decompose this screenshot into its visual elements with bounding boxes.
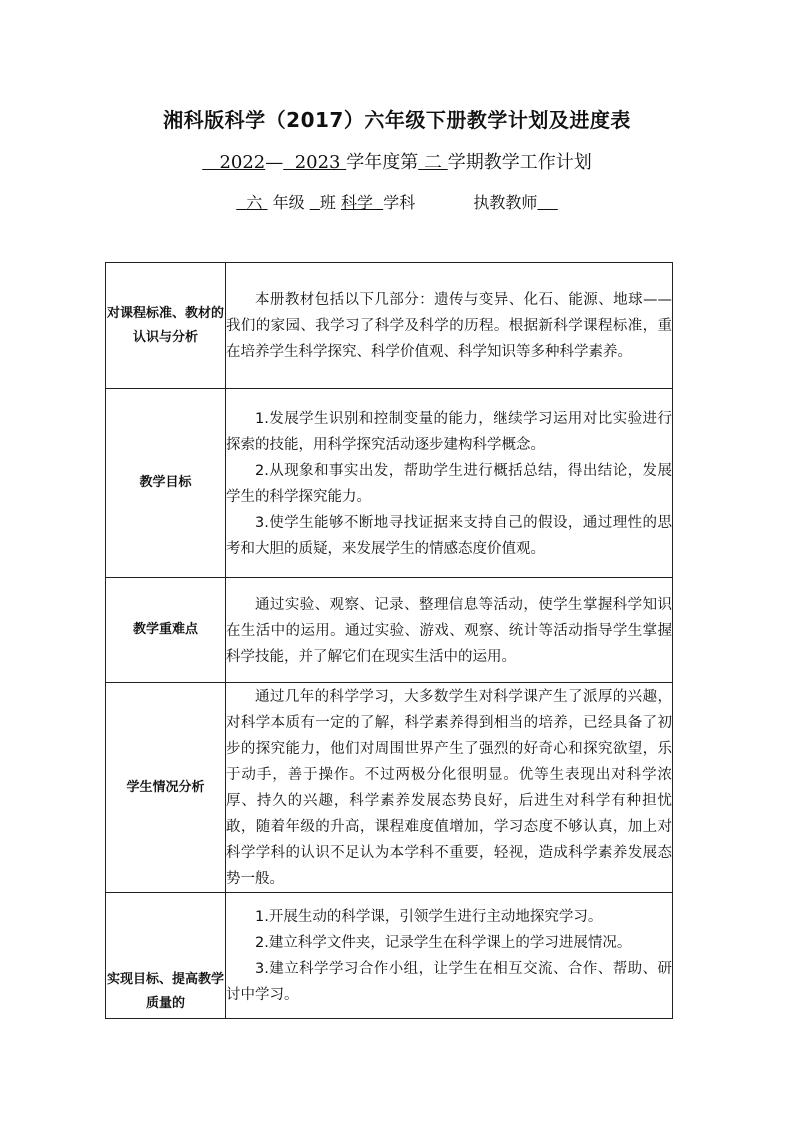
row-content-curriculum xyxy=(226,263,673,389)
content-paragraph: 3.使学生能够不断地寻找证据来支持自己的假设，通过理性的思考和大胆的质疑，来发展学生的情感态度价值观。 xyxy=(226,514,672,557)
table-row xyxy=(106,389,673,578)
plan-subtitle xyxy=(0,148,794,174)
row-content-key-points xyxy=(226,578,673,683)
table-row xyxy=(106,578,673,683)
year-end: 2023 xyxy=(294,152,341,173)
row-label-curriculum: 对课程标准、教材的认识与分析 xyxy=(106,263,226,389)
row-content-measures xyxy=(226,893,673,1019)
grade-value: 六 xyxy=(246,193,263,212)
grade-label: 年级 xyxy=(272,193,305,212)
subtitle-tail: 学期教学工作计划 xyxy=(447,152,592,173)
row-label-measures: 实现目标、提高教学质量的 xyxy=(106,893,226,1019)
subject-label: 学科 xyxy=(383,193,416,212)
page-title: 湘科版科学（2017）六年级下册教学计划及进度表 xyxy=(163,108,631,132)
teacher-label: 执教教师 xyxy=(473,193,538,212)
row-label-objectives: 教学目标 xyxy=(106,389,226,578)
content-paragraph: 1.开展生动的科学课，引领学生进行主动地探究学习。 xyxy=(255,908,603,925)
term-value: 二 xyxy=(423,152,442,173)
content-paragraph: 通过几年的科学学习，大多数学生对科学课产生了派厚的兴趣，对科学本质有一定的了解，科学素养得到相当的培养，已经具备了初步的探究能力，他们对周围世界产生了强烈的好奇心和探究欲望，乐于动手，善于操作。不过两极分化很明显。优等生表现出对科学浓厚、持久的兴趣，科学素养发展态势良好，后进生对科学有种担忧敢，随着年级的升高，课程难度值增加，学习态度不够认真，加上对科学学科的认识不足认为本学科不重要，轻视，造成科学素养发展态势一般。 xyxy=(226,689,672,887)
row-content-students xyxy=(226,683,673,893)
class-info-line xyxy=(0,190,794,213)
year-dash: — xyxy=(265,152,284,173)
content-paragraph: 2.建立科学文件夹，记录学生在科学课上的学习进展情况。 xyxy=(255,934,632,951)
row-label-students: 学生情况分析 xyxy=(106,683,226,893)
table-row xyxy=(106,263,673,389)
class-blank xyxy=(310,193,320,212)
class-label: 班 xyxy=(319,193,336,212)
table-row xyxy=(106,683,673,893)
row-label-key-points: 教学重难点 xyxy=(106,578,226,683)
content-paragraph: 通过实验、观察、记录、整理信息等活动，使学生掌握科学知识在生活中的运用。通过实验、游戏、观察、统计等活动指导学生掌握科学技能，并了解它们在现实生活中的运用。 xyxy=(226,596,672,665)
teaching-plan-table xyxy=(105,262,673,1019)
content-paragraph: 2.从现象和事实出发，帮助学生进行概括总结，得出结论，发展学生的科学探究能力。 xyxy=(226,462,672,505)
teacher-blank xyxy=(537,193,557,212)
content-paragraph: 3.建立科学学习合作小组，让学生在相互交流、合作、帮助、研讨中学习。 xyxy=(226,960,672,1003)
row-content-objectives xyxy=(226,389,673,578)
content-paragraph: 本册教材包括以下几部分：遗传与变异、化石、能源、地球——我们的家园、我学习了科学及科学的历程。根据新科学课程标准，重在培养学生科学探究、科学价值观、科学知识等多种科学素养。 xyxy=(226,292,672,360)
table-row xyxy=(106,893,673,1019)
content-paragraph: 1.发展学生识别和控制变量的能力，继续学习运用对比实验进行探索的技能，用科学探究活动逐步建构科学概念。 xyxy=(226,410,672,453)
subtitle-mid: 学年度第 xyxy=(346,152,419,173)
subject-value: 科学 xyxy=(341,193,374,212)
year-start: 2022 xyxy=(219,152,266,173)
